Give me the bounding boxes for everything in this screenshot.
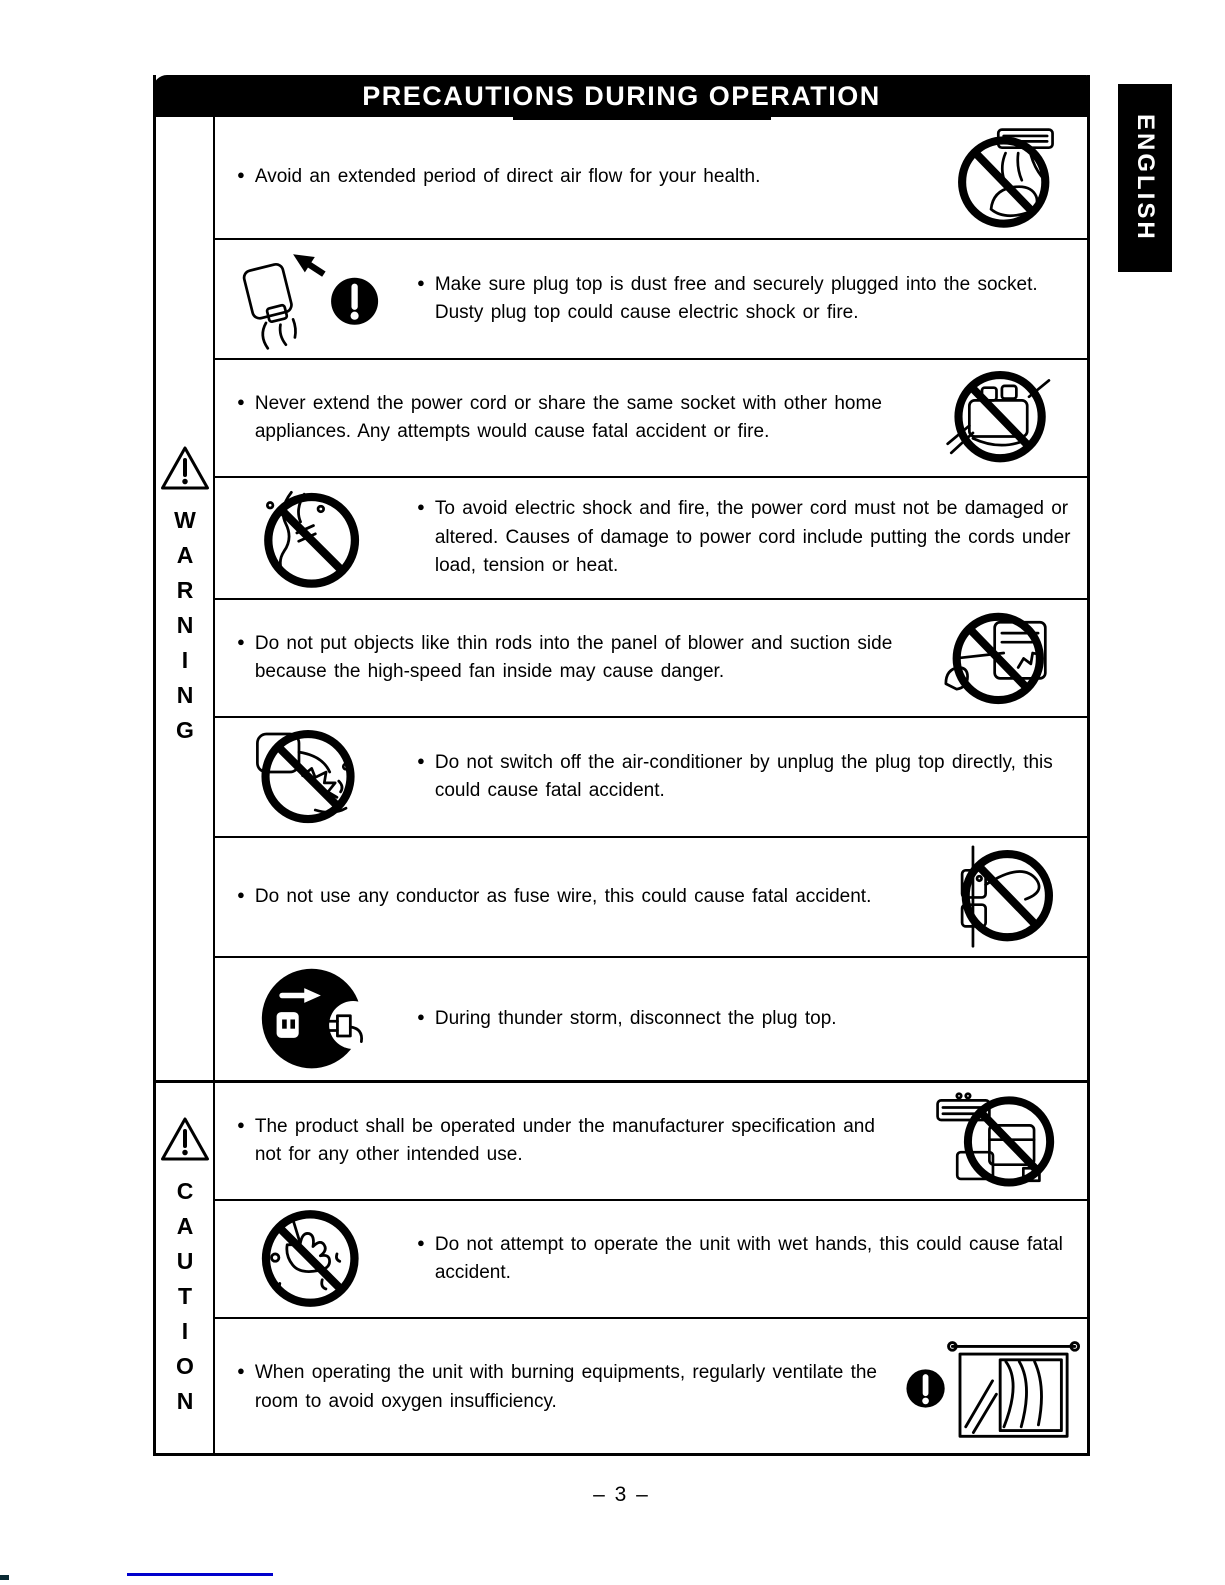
page-number: – 3 – bbox=[593, 1483, 650, 1506]
bullet-icon: ● bbox=[237, 633, 245, 649]
warning-rows bbox=[215, 117, 1087, 1080]
caution-rows bbox=[215, 1083, 1087, 1456]
precaution-row bbox=[215, 1083, 1087, 1201]
precaution-text: Avoid an extended period of direct air flow for your health. bbox=[254, 166, 761, 188]
precaution-text-block bbox=[411, 271, 1087, 328]
caution-triangle-icon bbox=[160, 1116, 210, 1162]
precaution-row bbox=[215, 718, 1087, 838]
precaution-text: Do not put objects like thin rods into the panel of blower and suction side because the high-speed fan inside may cause danger. bbox=[254, 632, 893, 682]
precaution-text-block bbox=[215, 1359, 899, 1416]
bullet-icon: ● bbox=[237, 167, 245, 183]
no-wet-hands-icon bbox=[215, 1206, 411, 1312]
precaution-row bbox=[215, 360, 1087, 478]
warning-section bbox=[156, 117, 1087, 1080]
precaution-text-block bbox=[215, 390, 915, 447]
precaution-text: Do not switch off the air-conditioner by unplug the plug top directly, this could cause fatal accident. bbox=[434, 751, 1053, 801]
no-damaged-cord-icon bbox=[215, 485, 411, 591]
bullet-icon: ● bbox=[417, 274, 425, 290]
bullet-icon: ● bbox=[237, 1116, 245, 1132]
no-switch-off-by-plug-icon bbox=[215, 725, 411, 829]
bullet-icon: ● bbox=[417, 752, 425, 768]
ventilate-room-icon bbox=[899, 1333, 1087, 1443]
precaution-text: To avoid electric shock and fire, the power cord must not be damaged or altered. Causes of damage to power cord include putting the cords under load, tension or heat. bbox=[434, 498, 1071, 577]
bullet-icon: ● bbox=[417, 499, 425, 515]
plug-dust-alert-icon bbox=[215, 247, 411, 351]
precaution-text-block bbox=[411, 749, 1087, 806]
precaution-text: Never extend the power cord or share the same socket with other home appliances. Any attempts would cause fatal accident or fire. bbox=[254, 392, 882, 442]
precaution-text-block bbox=[411, 495, 1087, 581]
precaution-text-block bbox=[215, 630, 915, 687]
precaution-row bbox=[215, 1319, 1087, 1456]
precaution-row bbox=[215, 117, 1087, 240]
warning-triangle-icon bbox=[160, 445, 210, 491]
bullet-icon: ● bbox=[237, 393, 245, 409]
precaution-text-block bbox=[215, 883, 915, 912]
precaution-row bbox=[215, 600, 1087, 718]
precaution-text-block bbox=[411, 1005, 1087, 1034]
bullet-icon: ● bbox=[237, 886, 245, 902]
warning-sidebar bbox=[156, 117, 215, 1080]
disconnect-plug-icon bbox=[215, 966, 411, 1072]
section-title-bar bbox=[153, 75, 1090, 117]
title-underline bbox=[513, 117, 771, 120]
precaution-row bbox=[215, 958, 1087, 1080]
no-shared-socket-icon bbox=[915, 366, 1087, 470]
no-conductor-fuse-icon bbox=[915, 845, 1087, 949]
no-objects-into-fan-icon bbox=[915, 606, 1087, 710]
page-title: PRECAUTIONS DURING OPERATION bbox=[362, 80, 881, 111]
warning-vertical-label: WARNING bbox=[172, 507, 198, 752]
precaution-text: When operating the unit with burning equipments, regularly ventilate the room to avoid oxygen insufficiency. bbox=[254, 1362, 877, 1412]
no-direct-airflow-icon bbox=[915, 126, 1087, 230]
precaution-row bbox=[215, 478, 1087, 600]
precaution-row bbox=[215, 240, 1087, 360]
precaution-text: Do not attempt to operate the unit with wet hands, this could cause fatal accident. bbox=[434, 1233, 1063, 1283]
caution-vertical-label: CAUTION bbox=[172, 1178, 198, 1423]
precaution-row bbox=[215, 1201, 1087, 1319]
precaution-row bbox=[215, 838, 1087, 958]
caution-section bbox=[156, 1080, 1087, 1456]
precaution-text: Make sure plug top is dust free and securely plugged into the socket. Dusty plug top could cause electric shock or fire. bbox=[434, 273, 1038, 323]
no-off-spec-use-icon bbox=[915, 1089, 1087, 1193]
precaution-text: Do not use any conductor as fuse wire, this could cause fatal accident. bbox=[254, 885, 872, 907]
caution-sidebar bbox=[156, 1083, 215, 1456]
language-tab-english bbox=[1118, 84, 1172, 272]
precautions-panel bbox=[153, 75, 1090, 1456]
precaution-text-block bbox=[411, 1231, 1087, 1288]
bullet-icon: ● bbox=[417, 1234, 425, 1250]
precaution-text-block bbox=[215, 1113, 915, 1170]
bullet-icon: ● bbox=[417, 1008, 425, 1024]
precaution-text: The product shall be operated under the manufacturer specification and not for any other intended use. bbox=[254, 1115, 875, 1165]
scan-artifact-mark bbox=[0, 1575, 9, 1580]
scan-artifact-line bbox=[127, 1573, 273, 1576]
precaution-text: During thunder storm, disconnect the plug top. bbox=[434, 1007, 837, 1029]
precaution-text-block bbox=[215, 163, 915, 192]
language-tab-label: ENGLISH bbox=[1132, 114, 1159, 242]
bullet-icon: ● bbox=[237, 1363, 245, 1378]
